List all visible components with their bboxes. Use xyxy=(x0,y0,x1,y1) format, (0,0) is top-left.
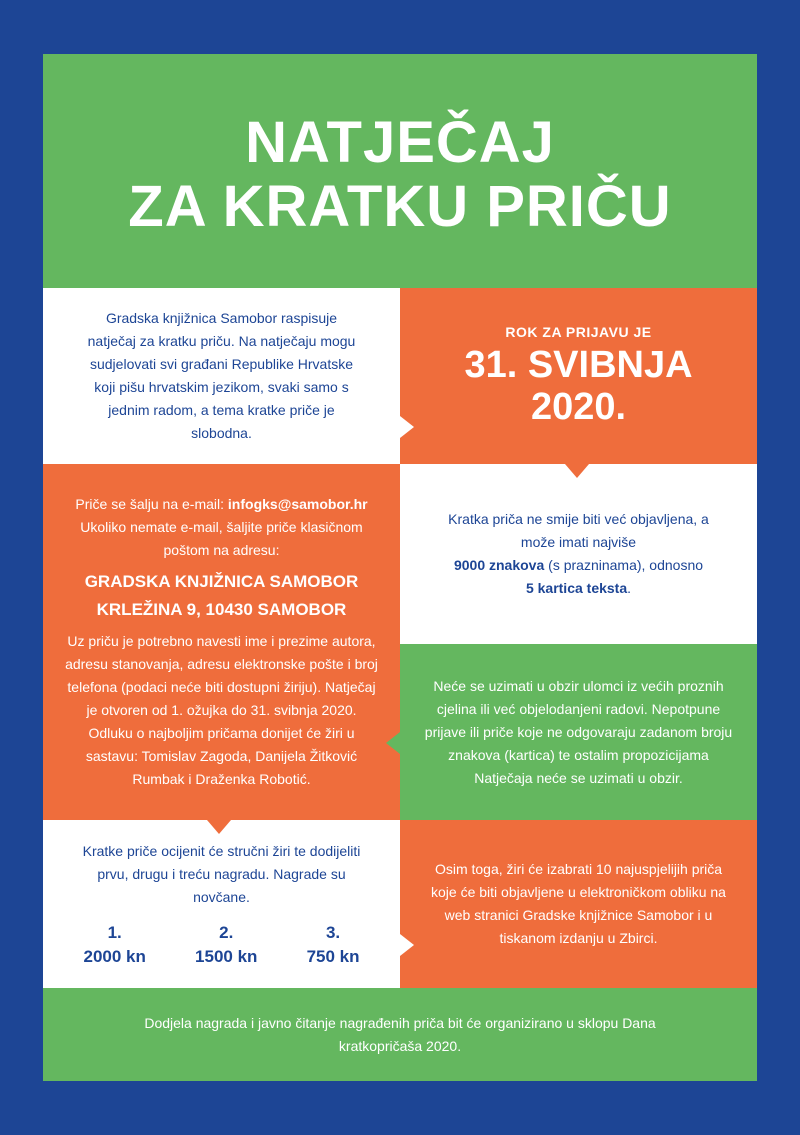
prize-amount: 750 kn xyxy=(306,946,360,966)
address-line-2: KRLEŽINA 9, 10430 SAMOBOR xyxy=(96,600,347,619)
exclusions-text: Neće se uzimati u obzir ulomci iz većih proznih cjelina ili već objelodanjeni radovi. Nepotpune prijave ili priče koje ne odgovaraju zadanom broju znakova (kartica) te ostalim propozicijama Natječaja neće se uzimati u obzir. xyxy=(424,677,733,786)
rules-text xyxy=(430,508,727,600)
prize-second xyxy=(195,921,257,969)
pointer-arrow xyxy=(207,820,231,834)
publication-text: Osim toga, žiri će izabrati 10 najuspjelijih priča koje će biti objavljene u elektroničkom obliku na web stranici Gradske knjižnice Samobor i u tiskanom izdanju u Zbirci. xyxy=(431,861,726,946)
pointer-arrow xyxy=(386,732,400,754)
poster-title xyxy=(128,111,671,239)
prizes-block xyxy=(43,820,400,988)
rules-text-3: . xyxy=(627,580,632,596)
exclusions-block xyxy=(400,644,757,820)
deadline-date: 31. SVIBNJA 2020. xyxy=(464,344,693,428)
submission-block xyxy=(43,464,400,820)
submission-email-line xyxy=(75,493,367,516)
rules-text-2: (s prazninama), odnosno xyxy=(544,557,704,573)
poster xyxy=(43,54,757,1081)
email-address[interactable]: infogks@samobor.hr xyxy=(227,496,368,512)
post-note: Ukoliko nemate e-mail, šaljite priče klasičnom poštom na adresu: xyxy=(80,519,363,558)
intro-text: Gradska knjižnica Samobor raspisuje natječaj za kratku priču. Na natječaju mogu sudjelovati svi građani Republike Hrvatske koji pišu hrvatskim jezikom, svaki samo s jednim radom, a tema kratke priče je slobodna. xyxy=(87,310,356,441)
submission-details: Uz priču je potrebno navesti ime i prezime autora, adresu stanovanja, adresu elektronske pošte i broj telefona (podaci neće biti dostupni žiriju). Natječaj je otvoren od 1. ožujka do 31. svibnja 2020. Odluku o najboljim pričama donijet će žiri u sastavu: Tomislav Zagoda, Danijela Žitković Rumbak i Draženka Robotić. xyxy=(65,633,378,787)
publication-block xyxy=(400,820,757,988)
rules-cards: 5 kartica teksta xyxy=(525,580,628,596)
prize-amount: 2000 kn xyxy=(83,946,146,966)
intro-block xyxy=(43,288,400,464)
prize-rank: 1. xyxy=(107,922,122,942)
pointer-arrow xyxy=(565,464,589,478)
postal-address xyxy=(85,568,359,624)
prize-first xyxy=(84,921,146,969)
email-prefix: Priče se šalju na e-mail: xyxy=(75,496,228,512)
prize-rank: 3. xyxy=(325,922,341,942)
pointer-arrow xyxy=(400,416,414,438)
prize-amount: 1500 kn xyxy=(195,946,258,966)
deadline-label: ROK ZA PRIJAVU JE xyxy=(505,324,652,340)
title-line-1: NATJEČAJ xyxy=(245,110,555,175)
pointer-arrow xyxy=(400,934,414,956)
title-block xyxy=(43,54,757,288)
deadline-block xyxy=(400,288,757,464)
footer-block xyxy=(43,988,757,1081)
rules-block xyxy=(400,464,757,644)
title-line-2: ZA KRATKU PRIČU xyxy=(128,174,672,239)
rules-chars: 9000 znakova xyxy=(453,557,545,573)
address-line-1: GRADSKA KNJIŽNICA SAMOBOR xyxy=(84,572,359,591)
prize-rank: 2. xyxy=(219,922,234,942)
rules-text-1: Kratka priča ne smije biti već objavljena, a može imati najviše xyxy=(448,511,709,550)
prize-third xyxy=(307,921,360,969)
prizes-intro: Kratke priče ocijenit će stručni žiri te dodijeliti prvu, drugu i treću nagradu. Nagrade su novčane. xyxy=(82,842,361,905)
prizes-list xyxy=(84,921,360,969)
footer-text: Dodjela nagrada i javno čitanje nagrađenih priča bit će organizirano u sklopu Dana kratkopričaša 2020. xyxy=(144,1014,656,1054)
